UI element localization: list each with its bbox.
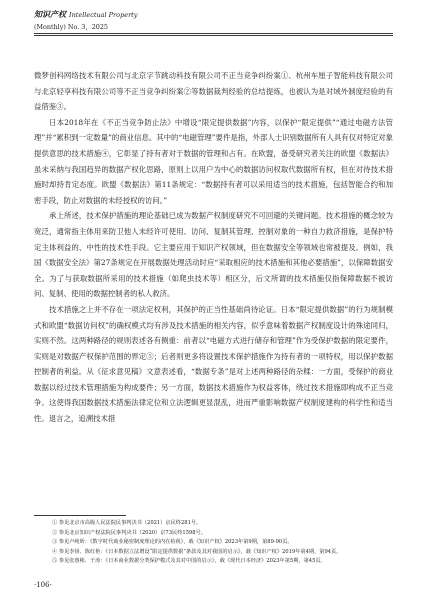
paragraph: 日本2018年在《不正当竞争防止法》中增设“限定提供数据”内容，以保护“限定提供”“通过电磁方法管理”并“累积到一定数量”的商业信息。其中的“电磁管理”要件是指，外部人士识别数据所有人具有仅对特定对象提供意思的技术措施④，它彰显了持有者对于数据的管理和占有。在欧盟，备受研究者关注的欧盟《数据法》虽未采纳与我国趋异的数据产权化思路，原则上以用户为中心的数据访问权取代数据所有权，但在对待技术措施时却持肯定态度。欧盟《数据法》第11条规定：“数据持有者可以采用适当的技术措施，包括智能合约和加密手段，防止对数据的未经授权的访问。” <box>34 117 393 205</box>
paragraph: 承上所述，技术保护措施的理论基础已成为数据产权制度研究不可回避的关键问题。技术措施的概念较为宽泛，通常指主体用来防卫他人未经许可使用、访问、复制其管理、控制对象的一种自力救济措施，是保护特定主体利益的、中性的技术性手段。它主要应用于知识产权领域，但在数据安全等领域也常被提及。例如，我国《数据安全法》第27条规定在开展数据处理活动时应“采取相应的技术措施和其他必要措施”，以保障数据安全。为了与获取数据所采用的技术措施（如爬虫技术等）相区分，后文所谓的技术措施仅指保障数据不被访问、复制、使用的数据控制者的私人救济。 <box>34 211 393 299</box>
journal-name-cn: 知识产权 <box>34 9 66 19</box>
header-rule-bottom <box>34 35 393 36</box>
paragraph: 技术措施之上并不存在一项法定权利，其保护的正当性基础尚待论证。日本“限定提供数据”的行为规制模式和欧盟“数据访问权”的确权模式均有涉及技术措施的相关内容，似乎意味着数据产权制度设计的殊途同归，实则不然。这两种路径的规则表述各有侧重：前者以“电磁方式进行储存和管理”作为受保护数据的限定要件，实则是对数据产权保护范围的界定⑤；后者则更多将设置技术保护措施作为持有者的一项特权，用以保护数据控制者的利益。从《征求意见稿》文意表述看，“数据专条”是对上述两种路径的杂糅：一方面，受保护的商业数据以经过技术管理措施为构成要件；另一方面，数据技术措施作为权益客体，绕过技术措施即构成不正当竞争。这使得我国数据技术措施法律定位和立法逻辑更显混乱，进而严重影响数据产权制度建构的科学性和适当性。退言之，追溯技术措 <box>34 304 393 424</box>
footnote: ② 参见北京知识产权法院民事判决书（2020）京73民终1598号。 <box>52 529 206 536</box>
footnote: ④ 参见李扬、陈红艳：《日本数据立法增设“限定提供数据”条款及其对我国的启示》，载《知识产权》2019年第4期，第94页。 <box>52 548 342 555</box>
article-body <box>34 68 393 427</box>
footnote: ⑤ 参见张惠彬、于涛：《日本商业数据分类保护模式及其对中国的启示》，载《现代日本经济》2023年第5期，第45页。 <box>52 558 326 565</box>
footnote-rule <box>34 515 126 516</box>
footnote: ③ 参见卢纯昕：《数字时代商业秘密制度理论的内在检视》，载《知识产权》2023年第9期，第89-90页。 <box>52 539 293 546</box>
issue-info: (Monthly) No. 3，2025 <box>34 23 108 31</box>
header-rule-top <box>34 33 393 34</box>
running-header <box>34 9 394 31</box>
footnote: ① 参见北京市高级人民法院民事判决书（2021）京民终281号。 <box>52 520 202 526</box>
footnotes <box>52 519 388 567</box>
paragraph: 微梦创科网络技术有限公司与北京字节跳动科技有限公司不正当竞争纠纷案①、杭州车厘子智能科技有限公司与北京轻享科技有限公司等不正当竞争纠纷案②等数据裁判经验的总结提炼，也被认为是对域外制度经验的有益借鉴③。 <box>34 71 393 112</box>
journal-name-en: Intellectual Property <box>69 11 138 19</box>
journal-name <box>34 9 394 20</box>
page-number: ·106· <box>34 581 52 589</box>
